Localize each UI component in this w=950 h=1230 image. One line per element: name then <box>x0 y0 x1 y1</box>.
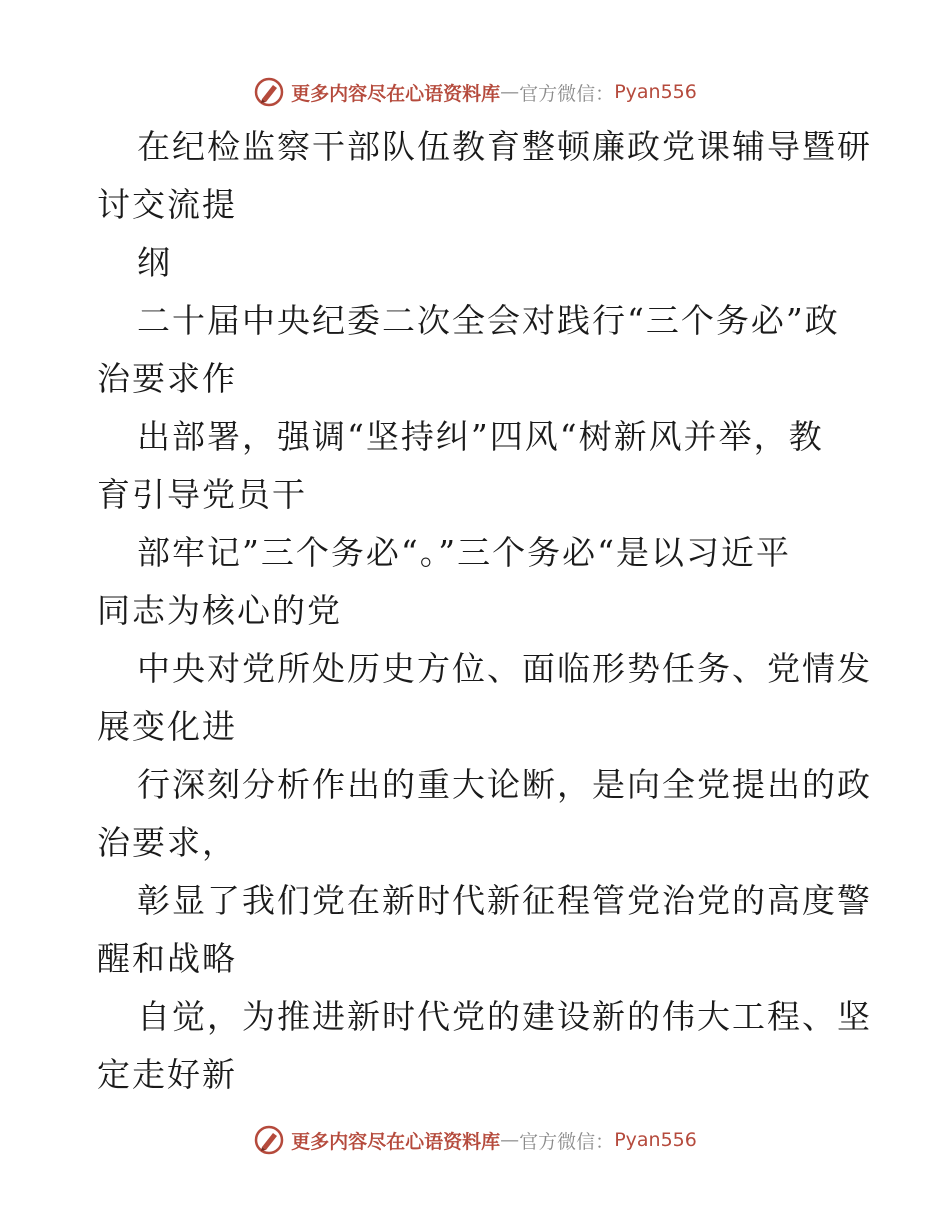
paragraph-line: 二十届中央纪委二次全会对践行“三个务必”政 <box>137 301 840 340</box>
paragraph-line: 醒和战略 <box>97 939 237 978</box>
paragraph-2 <box>97 234 857 292</box>
paragraph-1 <box>97 118 872 234</box>
header-watermark <box>0 72 950 112</box>
paragraph-line: 出部署，强调“坚持纠”四风“树新风并举，教 <box>137 417 824 456</box>
paragraph-line: 中央对党所处历史方位、面临形势任务、党情发 <box>137 649 872 688</box>
banner-separator: — <box>500 81 520 103</box>
paragraph-line: 同志为核心的党 <box>97 591 342 630</box>
paragraph-4 <box>97 408 857 524</box>
paragraph-8 <box>97 872 872 988</box>
paragraph-line: 自觉，为推进新时代党的建设新的伟大工程、坚 <box>137 997 872 1036</box>
pen-logo-icon <box>253 76 285 108</box>
banner-separator: — <box>500 1129 520 1151</box>
banner-wechat-id: Pyan556 <box>614 1129 697 1151</box>
paragraph-5 <box>97 524 857 640</box>
paragraph-line: 育引导党员干 <box>97 475 307 514</box>
paragraph-line: 定走好新 <box>97 1055 237 1094</box>
paragraph-line: 治要求作 <box>97 359 237 398</box>
paragraph-line: 纲 <box>137 243 172 282</box>
banner-wechat-id: Pyan556 <box>614 81 697 103</box>
paragraph-7 <box>97 756 872 872</box>
paragraph-6 <box>97 640 872 756</box>
pen-logo-icon <box>253 1124 285 1156</box>
footer-watermark <box>0 1120 950 1160</box>
document-body <box>97 118 872 1104</box>
banner-site-text: 更多内容尽在心语资料库 <box>291 1130 501 1153</box>
paragraph-line: 在纪检监察干部队伍教育整顿廉政党课辅导暨研 <box>137 127 872 166</box>
paragraph-line: 治要求， <box>97 823 237 862</box>
paragraph-line: 讨交流提 <box>97 185 237 224</box>
paragraph-line: 彰显了我们党在新时代新征程管党治党的高度警 <box>137 881 872 920</box>
paragraph-line: 展变化进 <box>97 707 237 746</box>
paragraph-line: 部牢记”三个务必“。”三个务必“是以习近平 <box>137 533 791 572</box>
paragraph-9 <box>97 988 872 1104</box>
paragraph-line: 行深刻分析作出的重大论断，是向全党提出的政 <box>137 765 872 804</box>
paragraph-3 <box>97 292 857 408</box>
banner-site-text: 更多内容尽在心语资料库 <box>291 82 501 105</box>
banner-wechat-label: 官方微信： <box>519 82 615 105</box>
banner-wechat-label: 官方微信： <box>519 1130 615 1153</box>
